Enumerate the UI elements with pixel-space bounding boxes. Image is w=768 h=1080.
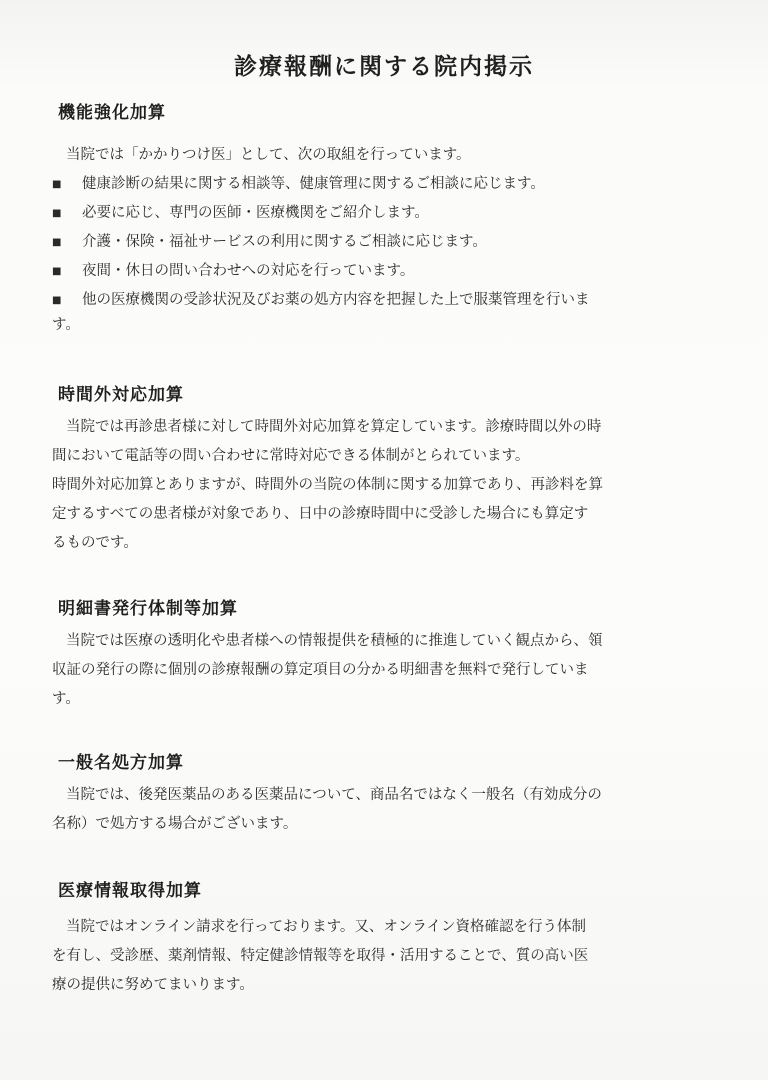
paragraph-line: す。 (52, 691, 80, 707)
paragraph-line: 間において電話等の問い合わせに常時対応できる体制がとられています。 (52, 448, 530, 464)
bullet-icon: ■ (52, 179, 62, 190)
paragraph-line: 当院ではオンライン請求を行っております。又、オンライン資格確認を行う体制 (66, 919, 586, 935)
paragraph-line: 収証の発行の際に個別の診療報酬の算定項目の分かる明細書を無料で発行していま (52, 662, 589, 678)
paragraph-line: 当院では再診患者様に対して時間外対応加算を算定しています。診療時間以外の時 (66, 419, 602, 435)
section-itemized-statement (52, 594, 724, 714)
section-heading: 明細書発行体制等加算 (58, 599, 238, 619)
section-heading: 時間外対応加算 (58, 385, 184, 405)
section-intro: 当院では「かかりつけ医」として、次の取組を行っています。 (66, 147, 471, 163)
list-item: ■ 他の医療機関の受診状況及びお薬の処方内容を把握した上で服薬管理を行いま (52, 286, 724, 315)
list-item: ■ 介護・保険・福祉サービスの利用に関するご相談に応じます。 (52, 228, 724, 257)
bullet-continuation: す。 (52, 317, 80, 333)
section-after-hours (52, 380, 724, 558)
paragraph-line: 当院では医療の透明化や患者様への情報提供を積極的に推進していく観点から、領 (66, 633, 603, 649)
paragraph-line: るものです。 (52, 535, 138, 551)
page-title: 診療報酬に関する院内掲示 (234, 53, 534, 80)
paragraph-line: 当院では、後発医薬品のある医薬品について、商品名ではなく一般名（有効成分の (66, 787, 602, 803)
bullet-icon: ■ (52, 266, 62, 277)
paragraph-line: 定するすべての患者様が対象であり、日中の診療時間中に受診した場合にも算定す (52, 506, 589, 522)
paragraph-line: を有し、受診歴、薬剤情報、特定健診情報等を取得・活用することで、質の高い医 (52, 948, 589, 964)
section-heading: 医療情報取得加算 (58, 881, 202, 901)
paragraph-line: 時間外対応加算とありますが、時間外の当院の体制に関する加算であり、再診料を算 (52, 477, 603, 493)
section-medical-info (52, 876, 724, 1000)
section-function-enhancement (52, 98, 724, 340)
paragraph-line: 療の提供に努めてまいります。 (52, 977, 254, 993)
section-generic-prescription (52, 748, 724, 839)
list-item: ■ 夜間・休日の問い合わせへの対応を行っています。 (52, 257, 724, 286)
bullet-icon: ■ (52, 295, 62, 306)
list-item: ■ 必要に応じ、専門の医師・医療機関をご紹介します。 (52, 199, 724, 228)
bullet-icon: ■ (52, 208, 62, 219)
bullet-icon: ■ (52, 237, 62, 248)
bullet-list (52, 170, 724, 315)
list-item: ■ 健康診断の結果に関する相談等、健康管理に関するご相談に応じます。 (52, 170, 724, 199)
section-heading: 機能強化加算 (58, 103, 166, 123)
paragraph-line: 名称）で処方する場合がございます。 (52, 816, 298, 832)
section-heading: 一般名処方加算 (58, 753, 184, 773)
